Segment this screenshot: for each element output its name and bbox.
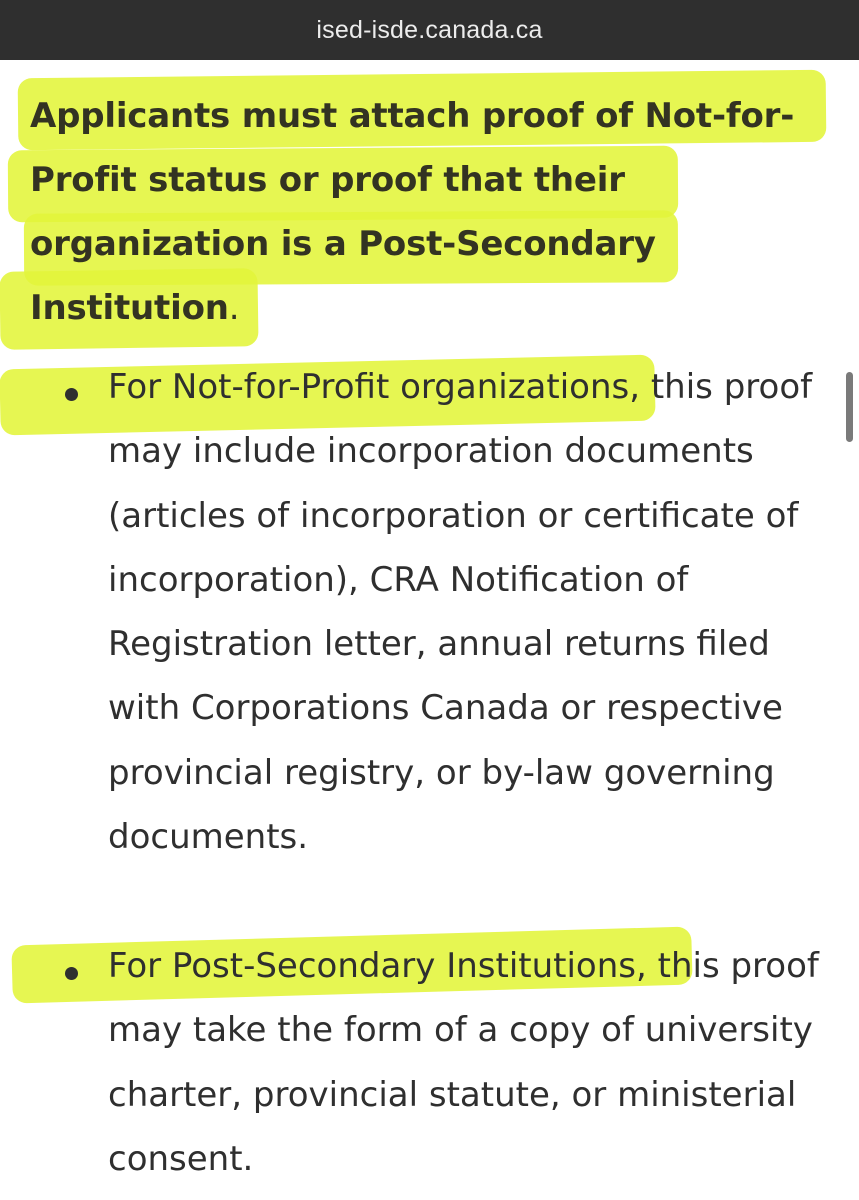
proof-requirement-heading [30,84,840,340]
heading-period: . [228,288,240,328]
bullet-lead-text: For Post-Secondary Institutions [108,946,636,986]
bullet-post-secondary [108,934,838,1191]
bullet-dot-icon [65,967,78,980]
page-content [0,60,859,1200]
bullet-body-text: , this proof may include incorporation documents (articles of incorporation or certificate of incorporation), CRA Notification of Registration letter, annual returns filed with Corporations Canada or respective provincial registry, or by-law governing documents. [108,367,813,858]
bullet-body-text: , this proof may take the form of a copy of university charter, provincial statute, or ministerial consent. [108,946,819,1179]
bullet-lead-text: For Not-for-Profit organizations [108,367,630,407]
bullet-dot-icon [65,388,78,401]
heading-text: Applicants must attach proof of Not-for-Profit status or proof that their organization is a Post-Secondary Institution [30,96,795,328]
bullet-not-for-profit [108,355,838,869]
browser-address-bar[interactable] [0,0,859,60]
scrollbar-thumb[interactable] [846,372,853,442]
url-domain-text[interactable]: ised-isde.canada.ca [316,15,543,44]
